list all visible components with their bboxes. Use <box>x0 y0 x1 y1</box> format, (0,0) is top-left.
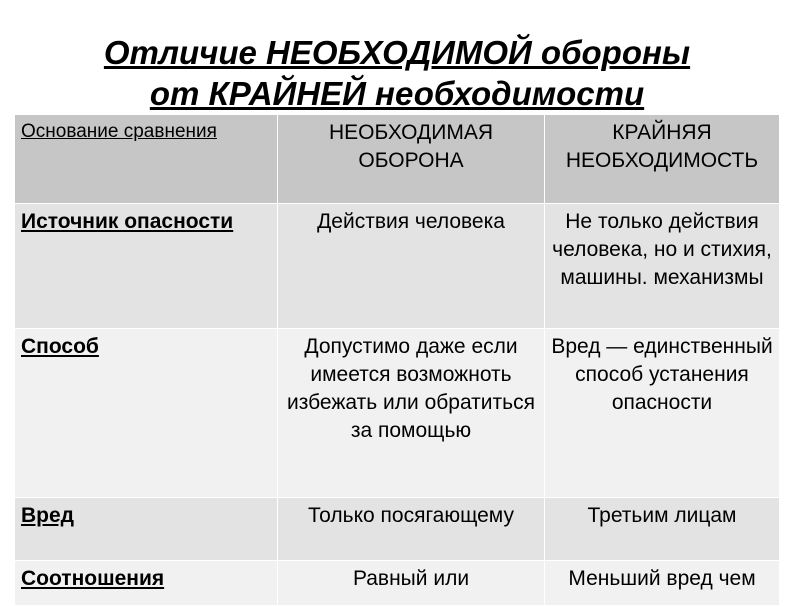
row-necessity: Вред — единственный способ устанения опасности <box>545 329 780 498</box>
row-necessity: Третьим лицам <box>545 498 780 561</box>
row-label: Способ <box>15 329 278 498</box>
row-label: Источник опасности <box>15 204 278 329</box>
title-line-1: Отличие НЕОБХОДИМОЙ обороны <box>103 34 691 71</box>
comparison-table <box>14 114 780 606</box>
table-row <box>15 561 780 606</box>
header-basis: Основание сравнения <box>15 115 278 204</box>
row-defense: Допустимо даже если имеется возможноть избежать или обратиться за помощью <box>278 329 545 498</box>
row-defense: Равный или <box>278 561 545 606</box>
title-line-2: от КРАЙНЕЙ необходимости <box>149 75 645 112</box>
row-label: Соотношения <box>15 561 278 606</box>
page-title <box>0 32 794 114</box>
row-necessity: Не только действия человека, но и стихия, машины. механизмы <box>545 204 780 329</box>
table-header-row <box>15 115 780 204</box>
row-defense: Действия человека <box>278 204 545 329</box>
table-row <box>15 329 780 498</box>
row-defense: Только посягающему <box>278 498 545 561</box>
row-label: Вред <box>15 498 278 561</box>
row-necessity: Меньший вред чем <box>545 561 780 606</box>
header-necessary-defense: НЕОБХОДИМАЯ ОБОРОНА <box>278 115 545 204</box>
table-row <box>15 204 780 329</box>
header-extreme-necessity: КРАЙНЯЯ НЕОБХОДИМОСТЬ <box>545 115 780 204</box>
table-row <box>15 498 780 561</box>
